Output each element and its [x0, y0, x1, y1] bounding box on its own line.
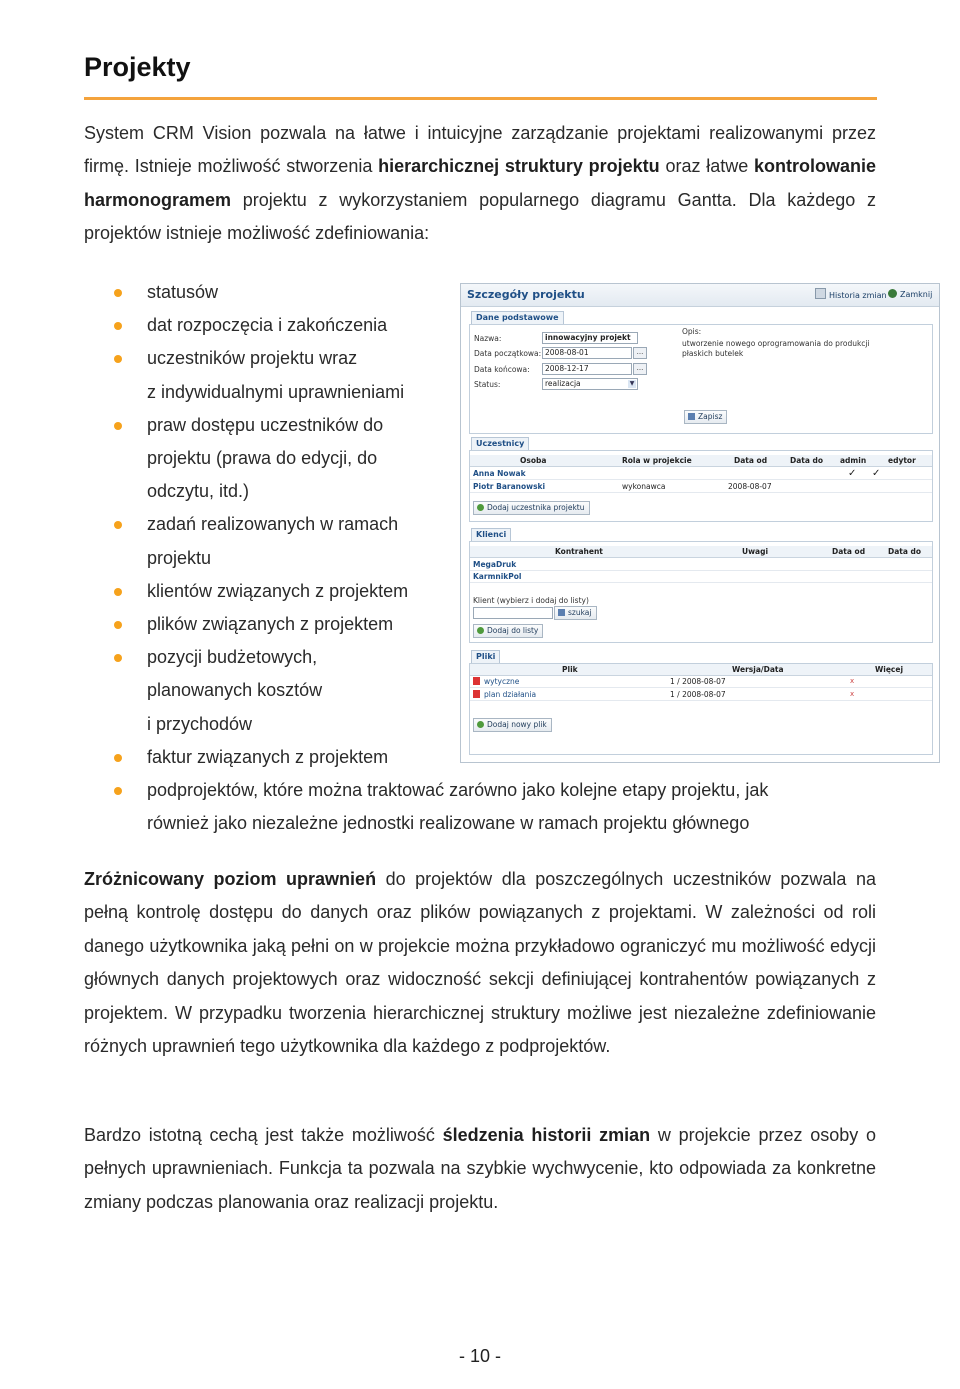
add-icon	[477, 721, 484, 728]
tab-clients[interactable]: Klienci	[471, 528, 511, 541]
description-line[interactable]: płaskich butelek	[682, 349, 744, 358]
intro-text-2: oraz łatwe	[659, 156, 754, 177]
end-date-picker-button[interactable]: ...	[633, 363, 647, 375]
list-item: praw dostępu uczestników do projektu (prawa do edycji, do odczytu, itd.)	[110, 409, 768, 509]
table-row[interactable]: plan działania 1 / 2008-08-07 x	[470, 689, 932, 701]
name-input[interactable]: innowacyjny projekt	[542, 332, 638, 344]
add-participant-button[interactable]: Dodaj uczestnika projektu	[473, 501, 590, 515]
description-label: Opis:	[682, 327, 702, 336]
client-input[interactable]	[473, 607, 553, 619]
screenshot-header	[461, 284, 939, 307]
save-button[interactable]: Zapisz	[684, 410, 727, 424]
tab-basic-data[interactable]: Dane podstawowe	[471, 311, 564, 324]
title-underline	[84, 97, 877, 100]
end-date-label: Data końcowa:	[474, 365, 530, 374]
list-item: dat rozpoczęcia i zakończenia	[110, 309, 768, 342]
participants-header-row: Osoba Rola w projekcie Data od Data do admin edytor	[470, 455, 932, 467]
add-to-list-button[interactable]: Dodaj do listy	[473, 624, 543, 638]
screenshot-title: Szczegóły projektu	[467, 288, 585, 301]
search-icon	[558, 609, 565, 616]
list-item: pozycji budżetowych, planowanych kosztów i przychodów	[110, 641, 768, 741]
table-row[interactable]: Piotr Baranowski wykonawca 2008-08-07	[470, 481, 932, 493]
check-icon[interactable]: ✓	[872, 468, 881, 479]
description-line[interactable]: utworzenie nowego oprogramowania do produkcji	[682, 339, 870, 348]
delete-icon[interactable]: x	[850, 690, 855, 698]
add-icon	[477, 627, 484, 634]
end-date-input[interactable]: 2008-12-17	[542, 363, 632, 375]
page-number: - 10 -	[458, 1346, 501, 1366]
intro-bold-2: kontrolowanie harmonogramem	[84, 156, 876, 210]
chevron-down-icon: ▼	[629, 380, 635, 387]
page-title: Projekty	[84, 52, 191, 82]
list-item: faktur związanych z projektem	[110, 741, 768, 774]
intro-text-1: System CRM Vision pozwala na łatwe i intuicyjne zarządzanie projektami realizowanymi przez firmę. Istnieje możliwość stworzenia	[84, 123, 876, 177]
save-icon	[688, 413, 695, 420]
tab-participants[interactable]: Uczestnicy	[471, 437, 529, 450]
pdf-icon	[473, 677, 480, 685]
files-header-row: Plik Wersja/Data Więcej	[470, 664, 932, 676]
permissions-bold: Zróżnicowany poziom uprawnień	[84, 869, 377, 889]
add-file-button[interactable]: Dodaj nowy plik	[473, 718, 552, 732]
list-item: klientów związanych z projektem	[110, 575, 768, 608]
delete-icon[interactable]: x	[850, 677, 855, 685]
check-icon[interactable]: ✓	[848, 468, 857, 479]
permissions-paragraph	[84, 863, 876, 1063]
table-row[interactable]: KarmnikPol	[470, 571, 932, 583]
status-label: Status:	[474, 380, 501, 389]
status-select[interactable]: realizacja ▼	[542, 378, 638, 390]
list-item: zadań realizowanych w ramach projektu	[110, 508, 768, 574]
history-text-1: Bardzo istotną cechą jest także możliwość	[84, 1125, 443, 1145]
clients-panel	[469, 541, 933, 643]
participants-panel	[469, 450, 933, 522]
intro-paragraph	[84, 117, 876, 251]
history-text-2: w projekcie przez osoby o pełnych uprawnieniach. Funkcja ta pozwala na szybkie wychwycenie, kto odpowiada za konkretne zmiany podczas planowania oraz realizacji projektu.	[84, 1125, 876, 1212]
permissions-text: do projektów dla poszczególnych uczestników pozwala na pełną kontrolę dostępu do danych oraz plików powiązanych z projektami. W zależności od roli danego użytkownika jaką pełni on w projekcie można przykładowo ograniczyć mu możliwość edycji głównych danych projektowych oraz widoczność sekcji definiującej kontrahentów powiązanych z projektem. W przypadku tworzenia hierarchicznej struktury możliwe jest niezależne zdefiniowanie różnych uprawnień tego użytkownika dla każdego z podprojektów.	[84, 869, 876, 1057]
history-bold: śledzenia historii zmian	[442, 1125, 651, 1145]
close-button[interactable]: Zamknij	[888, 288, 932, 301]
history-icon	[815, 288, 826, 299]
intro-text-3: projektu z wykorzystaniem popularnego diagramu Gantta. Dla każdego z projektów istnieje możliwość zdefiniowania:	[84, 189, 876, 244]
clients-header-row: Kontrahent Uwagi Data od Data do	[470, 546, 932, 558]
pdf-icon	[473, 690, 480, 698]
files-panel	[469, 663, 933, 755]
table-row[interactable]: wytyczne 1 / 2008-08-07 x	[470, 676, 932, 688]
history-paragraph	[84, 1119, 876, 1219]
intro-bold-1: hierarchicznej struktury projektu	[378, 156, 660, 177]
start-date-label: Data początkowa:	[474, 349, 542, 358]
name-label: Nazwa:	[474, 334, 502, 343]
basic-data-panel	[469, 324, 933, 434]
list-item: podprojektów, które można traktować zarówno jako kolejne etapy projektu, jak również jako niezależne jednostki realizowane w ramach projektu głównego	[110, 774, 768, 840]
list-item: uczestników projektu wraz z indywidualnymi uprawnieniami	[110, 342, 768, 408]
history-button[interactable]: Historia zmian	[815, 288, 887, 301]
add-icon	[477, 504, 484, 511]
tab-files[interactable]: Pliki	[471, 650, 500, 663]
table-row[interactable]: MegaDruk	[470, 559, 932, 571]
project-details-screenshot	[460, 283, 940, 763]
start-date-input[interactable]: 2008-08-01	[542, 347, 632, 359]
list-item: plików związanych z projektem	[110, 608, 768, 641]
start-date-picker-button[interactable]: ...	[633, 347, 647, 359]
search-button[interactable]: szukaj	[554, 606, 597, 620]
list-item: statusów	[110, 276, 768, 309]
table-row[interactable]: Anna Nowak ✓ ✓	[470, 468, 932, 480]
client-select-label: Klient (wybierz i dodaj do listy)	[473, 596, 589, 605]
close-icon	[888, 289, 897, 298]
